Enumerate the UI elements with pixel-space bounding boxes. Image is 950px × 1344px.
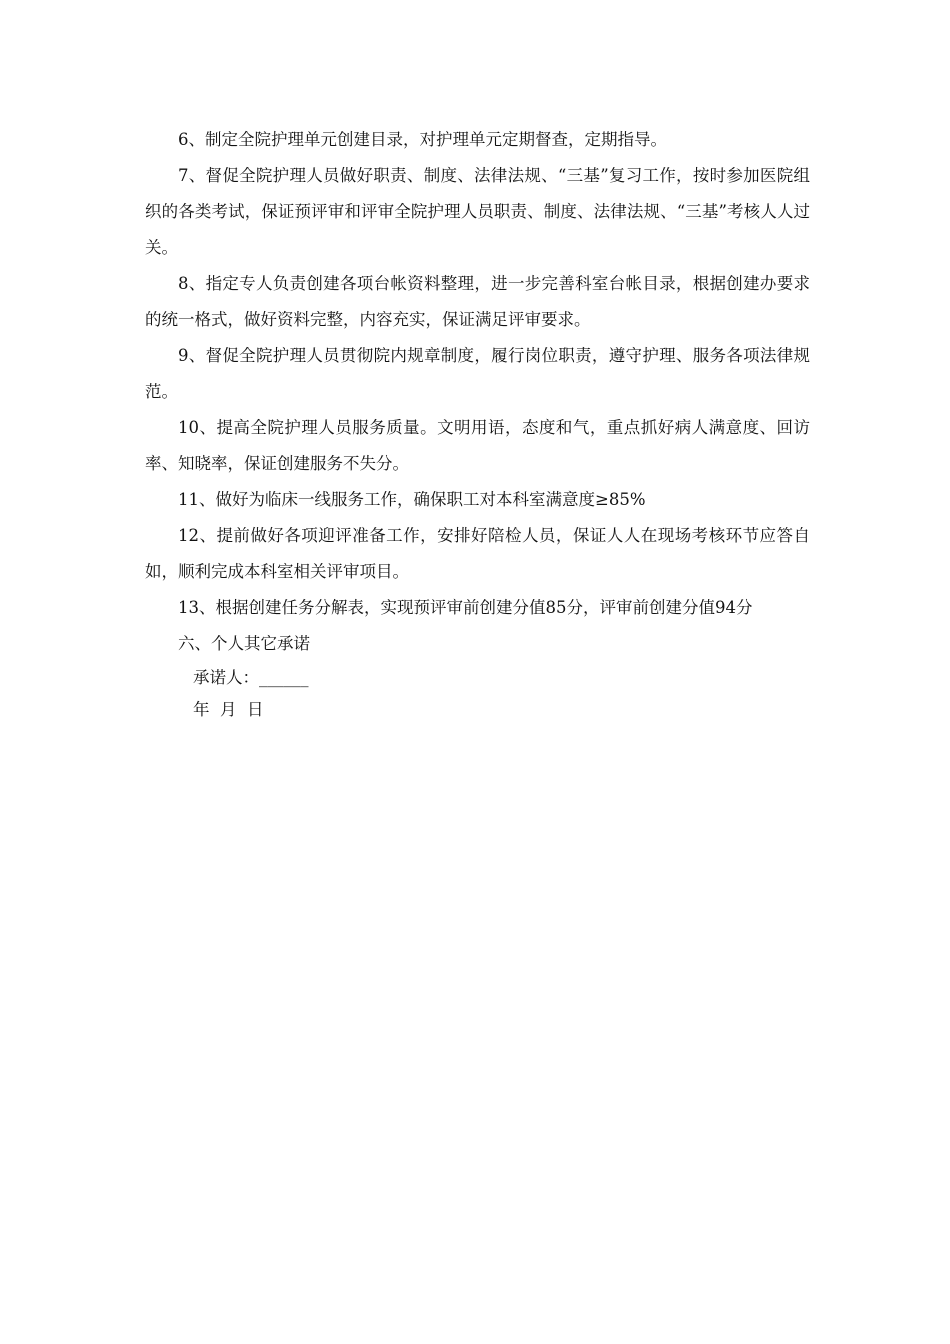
- paragraph-item-7: 7、督促全院护理人员做好职责、制度、法律法规、“三基”复习工作，按时参加医院组织的各类考试，保证预评审和评审全院护理人员职责、制度、法律法规、“三基”考核人人过关。: [145, 166, 810, 257]
- paragraph-item-12: 12、提前做好各项迎评准备工作，安排好陪检人员，保证人人在现场考核环节应答自如，顺利完成本科室相关评审项目。: [145, 526, 810, 581]
- section-heading: 六、个人其它承诺: [178, 634, 310, 653]
- paragraph-item-6: 6、制定全院护理单元创建目录，对护理单元定期督查，定期指导。: [178, 130, 667, 149]
- paragraph-item-11: 11、做好为临床一线服务工作，确保职工对本科室满意度≥85%: [178, 490, 646, 509]
- paragraph-item-9: 9、督促全院护理人员贯彻院内规章制度，履行岗位职责，遵守护理、服务各项法律规范。: [145, 346, 810, 401]
- paragraph-item-8: 8、指定专人负责创建各项台帐资料整理，进一步完善科室台帐目录，根据创建办要求的统一格式，做好资料完整，内容充实，保证满足评审要求。: [145, 274, 810, 329]
- paragraph-item-10: 10、提高全院护理人员服务质量。文明用语，态度和气，重点抓好病人满意度、回访率、知晓率，保证创建服务不失分。: [145, 418, 810, 473]
- document-page: [145, 122, 810, 726]
- paragraph-item-13: 13、根据创建任务分解表，实现预评审前创建分值85分，评审前创建分值94分: [178, 598, 753, 617]
- date-line: 年 月 日: [193, 700, 264, 719]
- promiser-signature-line: 承诺人：______: [193, 668, 309, 687]
